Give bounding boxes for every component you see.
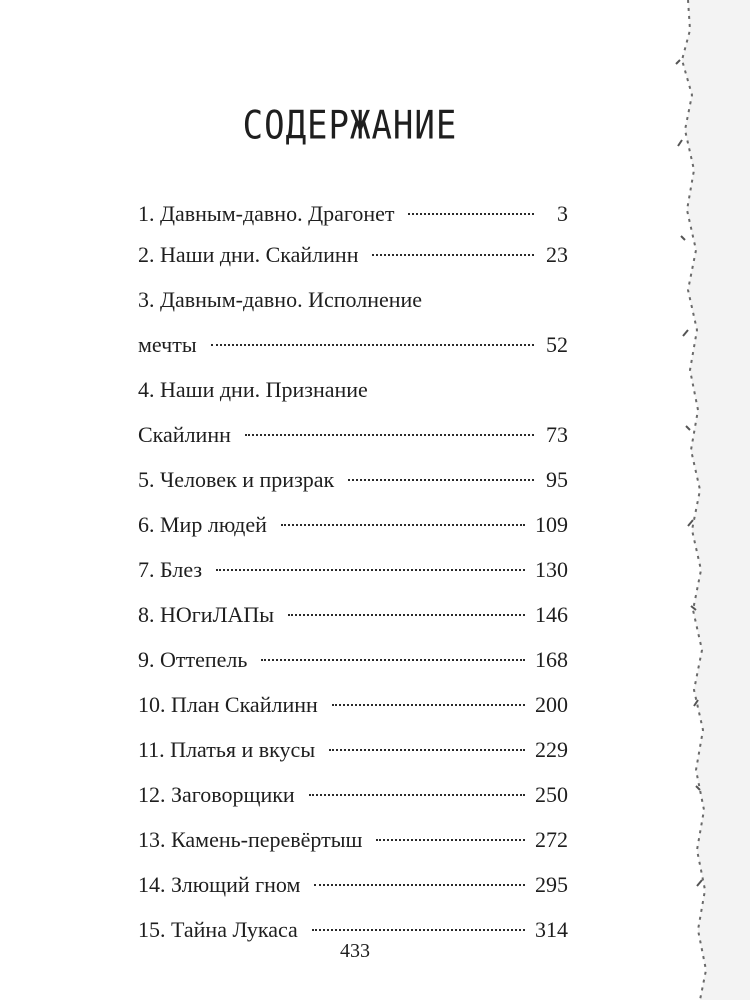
dot-leader [312,929,525,931]
dot-leader [408,213,534,215]
toc-entry-title: 10. План Скайлинн [138,692,318,717]
toc-page-number: 52 [546,332,568,357]
toc-entry-title: 15. Тайна Лукаса [138,917,298,942]
toc-entry [138,232,568,277]
toc-entry-title: 8. НОгиЛАПы [138,602,275,627]
toc-entry-title: 7. Блез [138,557,203,582]
toc-entry-title: 1. Давным-давно. Драгонет [138,201,395,226]
toc-page-number: 95 [546,467,568,492]
toc-entry [138,682,568,727]
toc-entry-line [138,457,568,502]
toc-entry-line [138,637,568,682]
dot-leader [216,569,525,571]
dot-leader [376,839,525,841]
page-number: 433 [340,940,370,962]
toc-page-number: 200 [535,692,568,717]
toc-entry [138,727,568,772]
toc-entry [138,637,568,682]
torn-edge-decoration [630,0,750,1000]
toc-page-number: 3 [557,201,568,226]
toc-entry-title: 14. Злющий гном [138,872,301,897]
toc-entry-title: Скайлинн [138,422,231,447]
dot-leader [288,614,525,616]
toc-page-number: 130 [535,557,568,582]
toc-entry-title: 2. Наши дни. Скайлинн [138,242,359,267]
page-title: СОДЕРЖАНИЕ [242,103,458,149]
toc-page-number: 73 [546,422,568,447]
toc-entry-line [138,817,568,862]
toc-entry-line [138,727,568,772]
toc-entry-line [138,502,568,547]
dot-leader [372,254,534,256]
toc-entry-line [138,592,568,637]
dot-leader [261,659,525,661]
toc-entry [138,592,568,637]
toc-entry-title: 3. Давным-давно. Исполнение [138,287,423,312]
toc-entry [138,772,568,817]
toc-page-number: 250 [535,782,568,807]
toc-page-number: 295 [535,872,568,897]
toc-entry [138,547,568,592]
toc-entry-line [138,196,568,232]
dot-leader [211,344,534,346]
toc-entry-title: 5. Человек и призрак [138,467,335,492]
toc-page-number: 109 [535,512,568,537]
dot-leader [245,434,534,436]
dot-leader [309,794,525,796]
dot-leader [348,479,534,481]
toc-entry-title: 13. Камень-перевёртыш [138,827,363,852]
toc-entry-line [138,277,568,322]
toc-entry [138,817,568,862]
dot-leader [281,524,525,526]
dot-leader [332,704,525,706]
toc-entry [138,502,568,547]
toc-entry-line [138,367,568,412]
toc-entry-title: 9. Оттепель [138,647,248,672]
toc-page-number: 23 [546,242,568,267]
toc-entry [138,367,568,457]
toc-page-number: 229 [535,737,568,762]
toc-entry-line [138,682,568,727]
toc-entry-line [138,547,568,592]
toc-entry [138,196,568,232]
toc-entry-line [138,322,568,367]
toc-entry [138,277,568,367]
toc-page-number: 146 [535,602,568,627]
toc-entry-title: 4. Наши дни. Признание [138,377,368,402]
toc-entry-title: 11. Платья и вкусы [138,737,316,762]
toc-entry-title: 6. Мир людей [138,512,267,537]
toc-entry-line [138,772,568,817]
toc-page-number: 272 [535,827,568,852]
toc-entry [138,457,568,502]
toc-entry-line [138,232,568,277]
toc-entry-title: мечты [138,332,197,357]
dot-leader [314,884,525,886]
dot-leader [329,749,525,751]
toc-page-number: 314 [535,917,568,942]
toc-entry-line [138,862,568,907]
toc-entry [138,862,568,907]
toc-entry-title: 12. Заговорщики [138,782,295,807]
table-of-contents [138,196,568,952]
toc-page-number: 168 [535,647,568,672]
toc-entry-line [138,412,568,457]
